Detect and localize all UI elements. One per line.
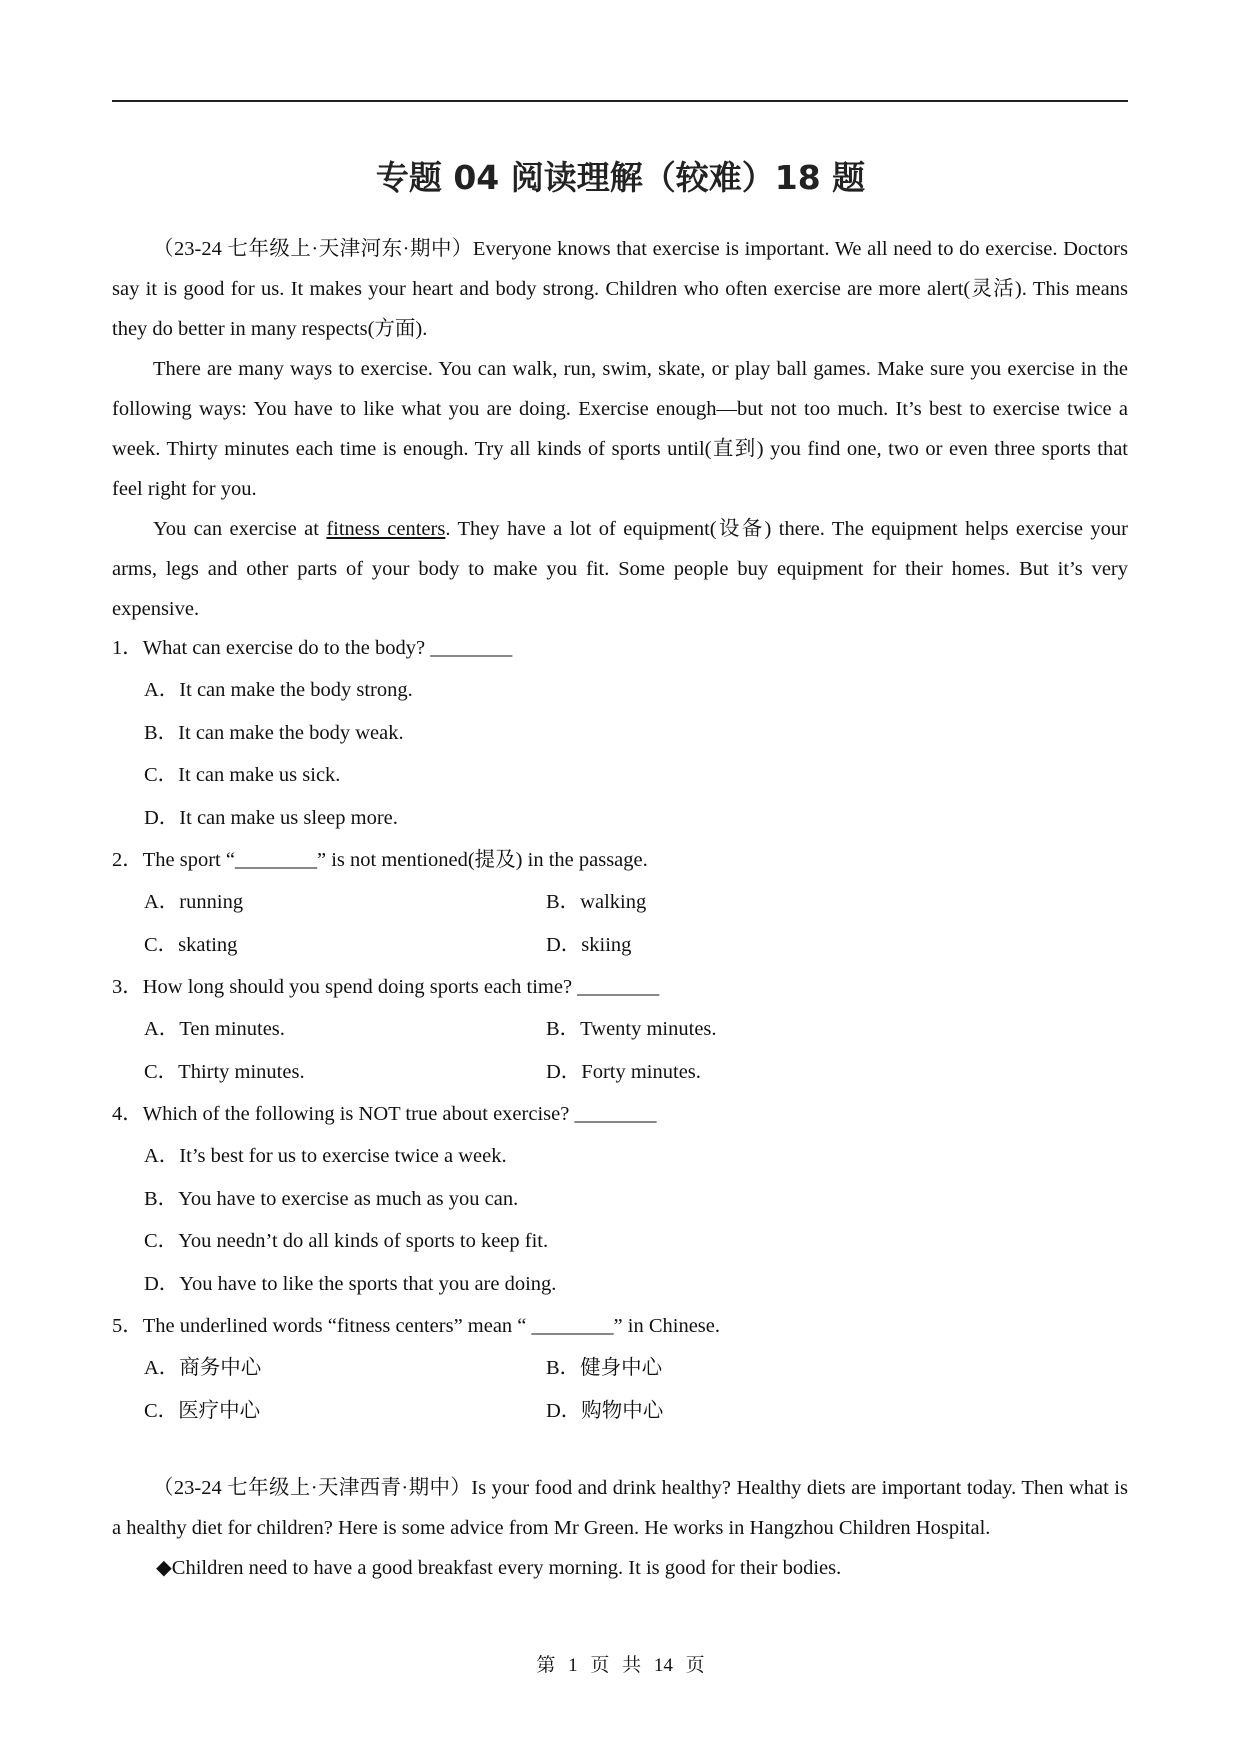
underlined-phrase: fitness centers <box>326 518 446 540</box>
passage-2 <box>112 1468 1128 1588</box>
question-stem: 1．What can exercise do to the body? ________ <box>112 637 513 659</box>
option: C．医疗中心 <box>144 1399 261 1422</box>
passage-2-paragraph-1: （23-24 七年级上·天津西青·期中）Is your food and drink healthy? Healthy diets are important today. Then what is a healthy diet for children? Here is some advice from Mr Green. He works in Hangzhou Children Hospital. <box>112 1477 1128 1539</box>
option: B．You have to exercise as much as you can. <box>144 1187 519 1210</box>
question-stem: 4．Which of the following is NOT true about exercise? ________ <box>112 1103 657 1125</box>
passage-2-source: （23-24 七年级上·天津西青·期中） <box>153 1477 472 1499</box>
question-2 <box>112 839 1128 966</box>
option: A．It can make the body strong. <box>144 679 413 701</box>
question-3 <box>112 966 1128 1093</box>
passage-1-paragraph-3: You can exercise at fitness centers. They have a lot of equipment(设备) there. The equipment helps exercise your arms, legs and other parts of your body to make you fit. Some people buy equipment for their homes. But it’s very expensive. <box>112 518 1129 620</box>
option: B．walking <box>546 891 647 913</box>
option: C．Thirty minutes. <box>144 1060 305 1083</box>
question-5 <box>112 1305 1128 1432</box>
page-number-footer: 第 1 页 共 14 页 <box>536 1655 705 1676</box>
option-row <box>144 924 1128 967</box>
page-title: 专题 04 阅读理解（较难）18 题 <box>375 158 866 197</box>
option: C．You needn’t do all kinds of sports to keep fit. <box>144 1230 549 1252</box>
option-row <box>144 1008 1128 1051</box>
option: A．商务中心 <box>144 1357 262 1379</box>
option: D．Forty minutes. <box>546 1060 701 1083</box>
option: D．skiing <box>546 933 632 956</box>
option: D．It can make us sleep more. <box>144 806 398 829</box>
option: C．It can make us sick. <box>144 764 341 786</box>
option: D．You have to like the sports that you are doing. <box>144 1272 557 1295</box>
option: C．skating <box>144 933 238 956</box>
question-stem: 3．How long should you spend doing sports each time? ________ <box>112 976 660 998</box>
question-list <box>112 627 1128 1432</box>
option: D．购物中心 <box>546 1399 664 1422</box>
question-stem: 2．The sport “________” is not mentioned(提及) in the passage. <box>112 849 648 871</box>
option: B．It can make the body weak. <box>144 721 404 744</box>
passage-1-paragraph-2: There are many ways to exercise. You can walk, run, swim, skate, or play ball games. Make sure you exercise in the following ways: You have to like what you are doing. Exercise enough—but not too much. It’s best to exercise twice a week. Thirty minutes each time is enough. Try all kinds of sports until(直到) you find one, two or even three sports that feel right for you. <box>112 358 1128 500</box>
passage-1-paragraph-1: （23-24 七年级上·天津河东·期中）Everyone knows that exercise is important. We all need to do exercise. Doctors say it is good for us. It makes your heart and body strong. Children who often exercise are more alert(灵活). This means they do better in many respects(方面). <box>112 238 1128 340</box>
option-row <box>144 881 1128 924</box>
question-stem: 5．The underlined words “fitness centers” mean “ ________” in Chinese. <box>112 1315 720 1337</box>
option-row <box>144 1390 1128 1433</box>
option: A．Ten minutes. <box>144 1018 285 1040</box>
passage-2-bullet: ◆Children need to have a good breakfast every morning. It is good for their bodies. <box>156 1557 842 1579</box>
option-row <box>144 1347 1128 1390</box>
passage-1 <box>112 229 1128 629</box>
question-4 <box>112 1093 1128 1305</box>
passage-1-source: （23-24 七年级上·天津河东·期中） <box>153 238 473 260</box>
option: B．健身中心 <box>546 1357 663 1379</box>
header-rule <box>112 100 1128 102</box>
option: A．running <box>144 891 244 913</box>
option: B．Twenty minutes. <box>546 1018 717 1040</box>
option: A．It’s best for us to exercise twice a week. <box>144 1145 507 1167</box>
option-row <box>144 1051 1128 1094</box>
question-1 <box>112 627 1128 839</box>
